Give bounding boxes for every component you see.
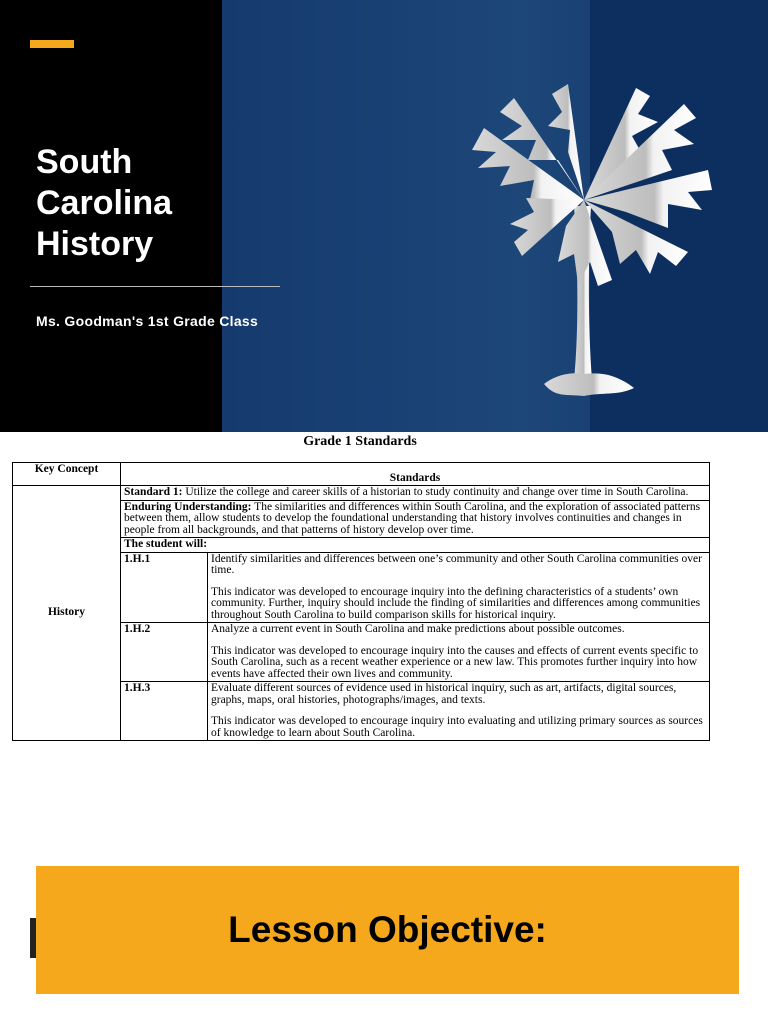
table-header-row xyxy=(13,463,710,486)
enduring-understanding-cell xyxy=(121,500,710,538)
slide-subtitle: Ms. Goodman's 1st Grade Class xyxy=(36,313,259,329)
crescent-moon-icon xyxy=(291,41,381,179)
indicator-statement: Identify similarities and differences between one’s community and other South Carolina communities over time. xyxy=(211,552,702,576)
indicator-code: 1.H.1 xyxy=(121,552,208,623)
title-line: History xyxy=(36,225,154,263)
indicator-note: This indicator was developed to encourage inquiry into the causes and effects of current events specific to South Carolina, such as a recent weather experience or a new law. This promotes further inquiry into how events have affected their own lives and community. xyxy=(211,644,699,680)
indicator-note: This indicator was developed to encourage inquiry into evaluating and utilizing primary sources as sources of knowledge to learn about South Carolina. xyxy=(211,715,703,739)
indicator-code: 1.H.3 xyxy=(121,682,208,741)
title-line: Carolina xyxy=(36,184,173,222)
indicator-content xyxy=(208,623,710,682)
indicator-code: 1.H.2 xyxy=(121,623,208,682)
title-line: South xyxy=(36,143,133,181)
objective-label: Lesson Objective: xyxy=(228,909,547,950)
flag-background xyxy=(222,0,768,432)
standard-label: Standard 1: xyxy=(124,486,183,498)
accent-bar xyxy=(30,40,74,48)
enduring-understanding-text: The similarities and differences within South Carolina, and the exploration of associated patterns between them, allow students to develop the foundational understanding that history involves continuities and changes in people from all backgrounds, and that patterns of history develop over time. xyxy=(124,500,701,536)
slide-title xyxy=(36,142,296,265)
standards-header: Standards xyxy=(121,463,710,486)
flag-graphic xyxy=(222,0,768,432)
indicator-note: This indicator was developed to encourage inquiry into the defining characteristics of a students’ own community. Further, inquiry should include the finding of similarities and differences among communities throughout South Carolina to build comparison skills for historical inquiry. xyxy=(211,585,701,621)
standards-document xyxy=(0,432,768,868)
indicator-content xyxy=(208,552,710,623)
palmetto-tree-icon xyxy=(472,84,712,396)
title-slide xyxy=(0,0,768,432)
indicator-statement: Analyze a current event in South Carolina and make predictions about possible outcomes. xyxy=(211,623,625,635)
student-will-cell: The student will: xyxy=(121,538,710,553)
standard-text: Utilize the college and career skills of a historian to study continuity and change over time in South Carolina. xyxy=(185,486,689,498)
objective-banner xyxy=(36,866,739,994)
indicator-content xyxy=(208,682,710,741)
document-title: Grade 1 Standards xyxy=(303,434,417,449)
key-concept-cell: History xyxy=(13,486,121,741)
enduring-understanding-label: Enduring Understanding: xyxy=(124,500,252,513)
standards-table xyxy=(12,462,710,741)
indicator-statement: Evaluate different sources of evidence used in historical inquiry, such as art, artifacts, digital sources, graphs, maps, oral histories, photographs/images, and texts. xyxy=(211,682,677,706)
title-divider xyxy=(30,286,280,287)
table-row xyxy=(13,486,710,501)
standard-cell xyxy=(121,486,710,501)
key-concept-header: Key Concept xyxy=(13,463,121,486)
